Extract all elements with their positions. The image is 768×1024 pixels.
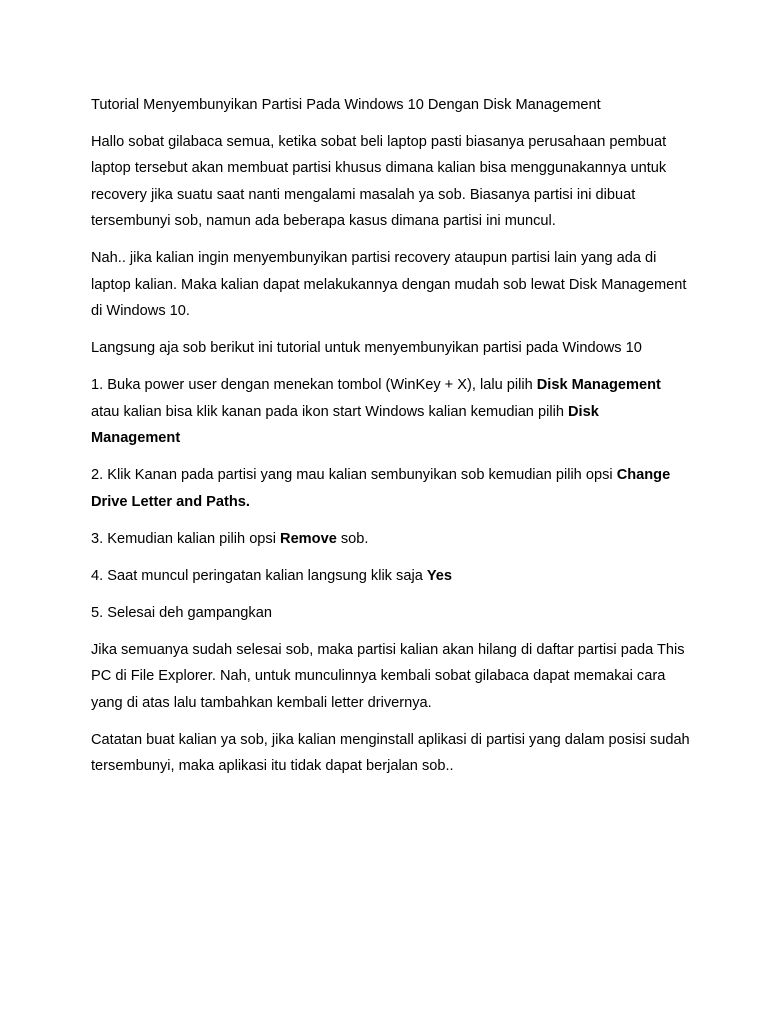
paragraph-intro-2: Nah.. jika kalian ingin menyembunyikan partisi recovery ataupun partisi lain yang ada di laptop kalian. Maka kalian dapat melakukannya dengan mudah sob lewat Disk Management di Windows 10. — [91, 250, 687, 319]
step-1 — [91, 372, 691, 452]
step-3 — [91, 526, 691, 553]
document-title: Tutorial Menyembunyikan Partisi Pada Windows 10 Dengan Disk Management — [91, 97, 601, 113]
step-1-text: 1. Buka power user dengan menekan tombol (WinKey + X), lalu pilih — [91, 377, 537, 393]
step-3-bold: Remove — [280, 530, 337, 547]
step-4-text: 4. Saat muncul peringatan kalian langsung klik saja — [91, 567, 427, 584]
step-5-text: 5. Selesai deh gampangkan — [91, 604, 272, 621]
step-2-text: 2. Klik Kanan pada partisi yang mau kalian sembunyikan sob kemudian pilih opsi — [91, 467, 617, 483]
paragraph-intro-3: Langsung aja sob berikut ini tutorial untuk menyembunyikan partisi pada Windows 10 — [91, 340, 642, 356]
step-1-text-mid: atau kalian bisa klik kanan pada ikon start Windows kalian kemudian pilih — [91, 403, 568, 420]
step-1-bold: Disk Management — [536, 377, 661, 393]
document-page — [91, 92, 691, 790]
step-2-bold: Change Drive Letter and Paths. — [91, 467, 671, 510]
step-5 — [91, 600, 691, 627]
step-3-text-post: sob. — [336, 530, 369, 547]
paragraph-intro-1: Hallo sobat gilabaca semua, ketika sobat beli laptop pasti biasanya perusahaan pembuat laptop tersebut akan membuat partisi khusus dimana kalian bisa menggunakannya untuk recovery jika suatu saat nanti mengalami masalah ya sob. Biasanya partisi ini dibuat tersembunyi sob, namun ada beberapa kasus dimana partisi ini muncul. — [91, 133, 667, 229]
step-2 — [91, 462, 691, 515]
step-4-bold: Yes — [426, 567, 453, 584]
step-3-text: 3. Kemudian kalian pilih opsi — [91, 530, 281, 547]
paragraph-outro-1: Jika semuanya sudah selesai sob, maka partisi kalian akan hilang di daftar partisi pada This PC di File Explorer. Nah, untuk munculinnya kembali sobat gilabaca dapat memakai cara yang di atas lalu tambahkan kembali letter drivernya. — [91, 641, 685, 711]
step-1-bold-2: Disk Management — [91, 403, 599, 446]
paragraph-outro-2: Catatan buat kalian ya sob, jika kalian menginstall aplikasi di partisi yang dalam posisi sudah tersembunyi, maka aplikasi itu tidak dapat berjalan sob.. — [91, 731, 690, 774]
step-4 — [91, 563, 691, 590]
